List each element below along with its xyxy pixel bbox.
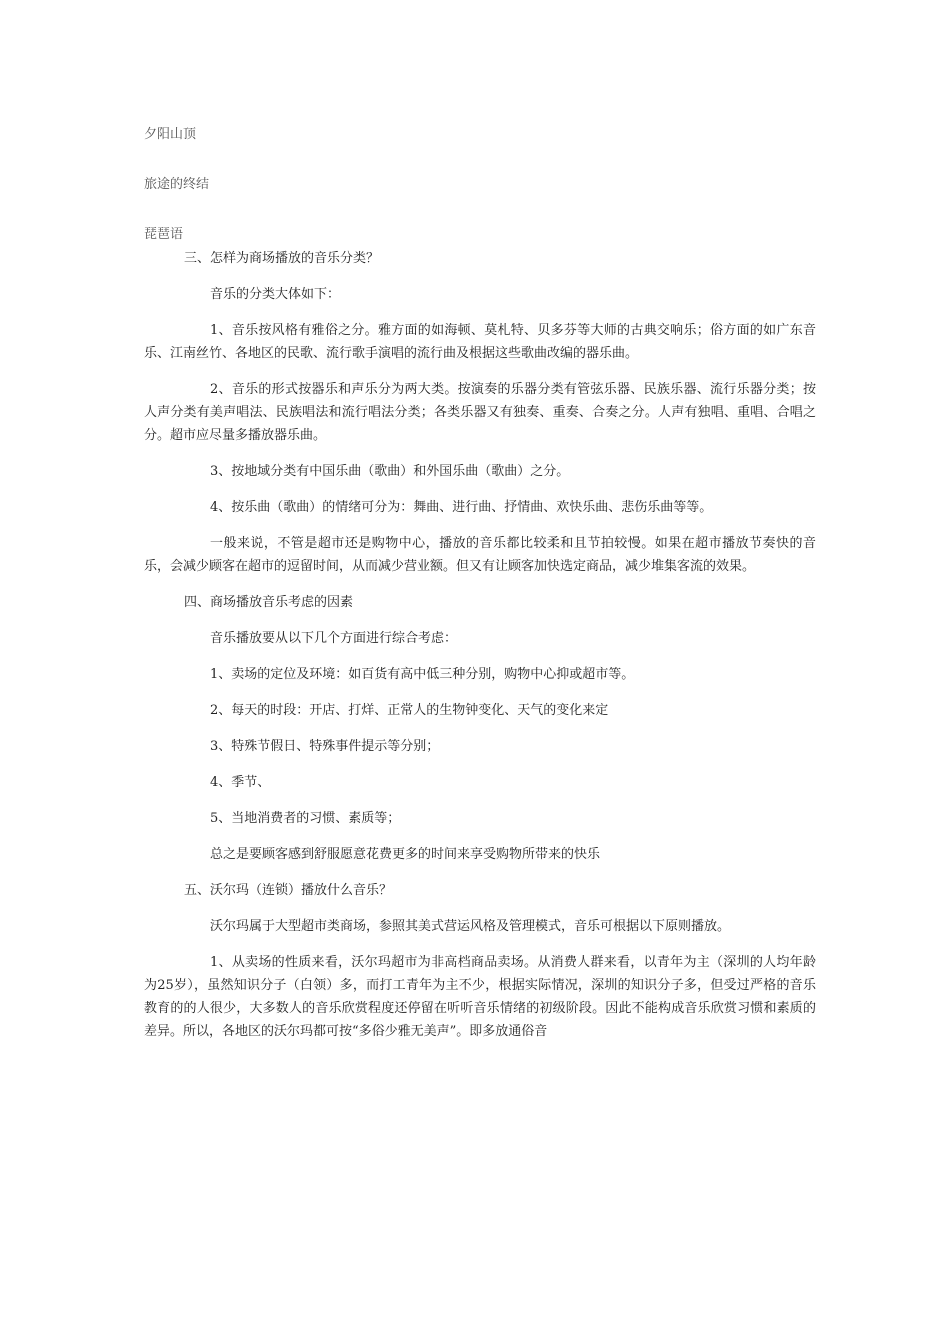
list-item: 1、从卖场的性质来看，沃尔玛超市为非高档商品卖场。从消费人群来看，以青年为主（深圳的人均年龄为25岁），虽然知识分子（白领）多，而打工青年为主不少，根据实际情况，深圳的知识分子多，但受过严格的音乐教育的的人很少，大多数人的音乐欣赏程度还停留在听听音乐情绪的初级阶段。因此不能构成音乐欣赏习惯和素质的差异。所以，各地区的沃尔玛都可按“多俗少雅无美声”。即多放通俗音 (144, 955, 816, 1039)
section-heading-4: 四、商场播放音乐考虑的因素 (184, 595, 354, 610)
header-title-1: 夕阳山顶 (144, 127, 197, 142)
list-item: 3、按地域分类有中国乐曲（歌曲）和外国乐曲（歌曲）之分。 (210, 464, 570, 479)
paragraph: 音乐播放要从以下几个方面进行综合考虑： (210, 631, 458, 646)
document-body (144, 247, 816, 1056)
list-item: 4、季节、 (210, 775, 271, 790)
header-title-2: 旅途的终结 (144, 177, 210, 192)
list-item: 3、特殊节假日、特殊事件提示等分别； (210, 739, 440, 754)
list-item: 5、当地消费者的习惯、素质等； (210, 811, 401, 826)
paragraph: 一般来说，不管是超市还是购物中心，播放的音乐都比较柔和且节拍较慢。如果在超市播放节奏快的音乐，会减少顾客在超市的逗留时间，从而减少营业额。但又有让顾客加快选定商品，减少堆集客流的效果。 (144, 536, 816, 574)
list-item: 2、音乐的形式按器乐和声乐分为两大类。按演奏的乐器分类有管弦乐器、民族乐器、流行乐器分类；按人声分类有美声唱法、民族唱法和流行唱法分类；各类乐器又有独奏、重奏、合奏之分。人声有独唱、重唱、合唱之分。超市应尽量多播放器乐曲。 (144, 382, 816, 443)
section-heading-3: 三、怎样为商场播放的音乐分类？ (184, 251, 380, 266)
list-item: 2、每天的时段：开店、打烊、正常人的生物钟变化、天气的变化来定 (210, 703, 609, 718)
list-item: 1、音乐按风格有雅俗之分。雅方面的如海顿、莫札特、贝多芬等大师的古典交响乐；俗方面的如广东音乐、江南丝竹、各地区的民歌、流行歌手演唱的流行曲及根据这些歌曲改编的器乐曲。 (144, 323, 816, 361)
paragraph: 沃尔玛属于大型超市类商场，参照其美式营运风格及管理模式，音乐可根据以下原则播放。 (210, 919, 731, 934)
paragraph: 总之是要顾客感到舒服愿意花费更多的时间来享受购物所带来的快乐 (210, 847, 601, 862)
section-heading-5: 五、沃尔玛（连锁）播放什么音乐？ (184, 883, 393, 898)
list-item: 1、卖场的定位及环境：如百货有高中低三种分别，购物中心抑或超市等。 (210, 667, 635, 682)
header-title-3: 琵琶语 (144, 227, 184, 242)
list-item: 4、按乐曲（歌曲）的情绪可分为：舞曲、进行曲、抒情曲、欢快乐曲、悲伤乐曲等等。 (210, 500, 713, 515)
paragraph: 音乐的分类大体如下： (210, 287, 341, 302)
